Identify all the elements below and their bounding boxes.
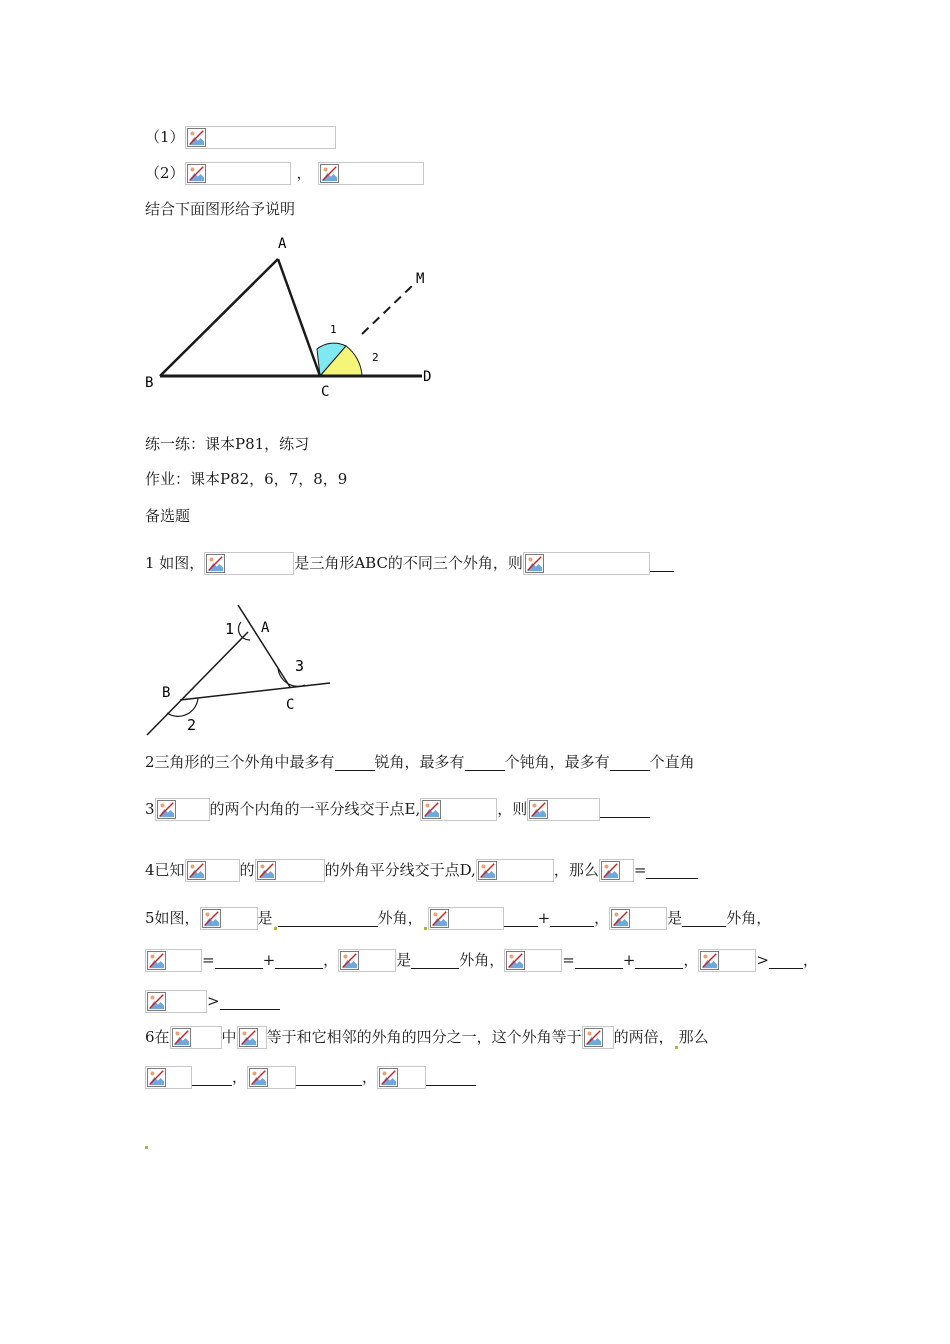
line-ac-extended xyxy=(238,605,290,687)
image-placeholder xyxy=(200,907,258,930)
answer-blank xyxy=(610,754,650,771)
problem-4-line xyxy=(145,857,698,881)
image-placeholder xyxy=(420,798,497,821)
answer-blank xyxy=(426,1069,476,1086)
label-c: C xyxy=(286,697,295,713)
broken-image-icon xyxy=(147,951,166,970)
answer-blank xyxy=(335,754,375,771)
item-2-label: （2） xyxy=(145,164,185,182)
problem-2-text-a: 2三角形的三个外角中最多有 xyxy=(145,753,335,771)
problem-4-text-e: = xyxy=(633,861,647,879)
answer-blank xyxy=(192,1069,232,1086)
problem-2-text-c: 个钝角，最多有 xyxy=(504,753,610,771)
problem-5-text-r: > xyxy=(207,992,220,1010)
problem-5-text-l: 外角， xyxy=(459,951,505,969)
item-1-label: （1） xyxy=(145,128,185,146)
broken-image-icon xyxy=(206,554,225,573)
broken-image-icon xyxy=(187,128,206,147)
label-d: D xyxy=(423,369,432,385)
image-placeholder xyxy=(185,859,240,882)
label-angle-3: 3 xyxy=(295,657,305,675)
answer-blank xyxy=(650,555,674,572)
comma-text: ， xyxy=(296,164,312,182)
problem-5-text-n: + xyxy=(622,951,636,969)
image-placeholder xyxy=(504,949,562,972)
angle-1-arc xyxy=(238,622,250,640)
problem-5-line-2 xyxy=(145,947,818,971)
image-placeholder xyxy=(476,859,554,882)
image-placeholder xyxy=(145,1066,192,1089)
broken-image-icon xyxy=(525,554,544,573)
problem-6-text-e: 那么 xyxy=(678,1028,709,1046)
problem-1-text-a: 1 如图， xyxy=(145,554,205,572)
answer-blank xyxy=(769,952,803,969)
problem-1-text-b: 是三角形ABC的不同三个外角，则 xyxy=(294,554,523,572)
answer-blank xyxy=(600,801,650,818)
line-ab xyxy=(160,259,278,376)
ray-cm xyxy=(362,286,412,334)
image-placeholder xyxy=(377,1066,426,1089)
problem-3-line xyxy=(145,796,650,820)
image-placeholder xyxy=(609,907,667,930)
image-placeholder xyxy=(318,162,424,185)
label-angle-1: 1 xyxy=(225,620,235,638)
label-c: C xyxy=(321,384,330,400)
problem-5-text-o: ， xyxy=(683,951,699,969)
broken-image-icon xyxy=(187,861,206,880)
problem-5-text-d: + xyxy=(537,909,551,927)
problem-5-text-q: ， xyxy=(802,951,818,969)
broken-image-icon xyxy=(506,951,525,970)
image-placeholder xyxy=(428,907,504,930)
practice-line: 练一练：课本P81，练习 xyxy=(145,435,310,453)
label-a: A xyxy=(278,236,287,252)
answer-blank xyxy=(220,993,280,1010)
problem-5-line-3 xyxy=(145,988,280,1012)
problem-5-text-f: 是 xyxy=(667,909,683,927)
broken-image-icon xyxy=(239,1028,258,1047)
broken-image-icon xyxy=(529,800,548,819)
image-placeholder xyxy=(582,1026,614,1049)
answer-blank xyxy=(635,952,683,969)
problem-4-text-a: 4已知 xyxy=(145,861,185,879)
label-a: A xyxy=(261,620,270,636)
answer-blank xyxy=(504,910,538,927)
broken-image-icon xyxy=(187,164,206,183)
broken-image-icon xyxy=(379,1068,398,1087)
problem-5-text-a: 5如图， xyxy=(145,909,200,927)
problem-5-text-e: ， xyxy=(594,909,610,927)
image-placeholder xyxy=(523,552,650,575)
image-placeholder xyxy=(170,1026,222,1049)
problem-6-text-c: 等于和它相邻的外角的四分之一，这个外角等于 xyxy=(266,1028,582,1046)
label-b: B xyxy=(162,685,171,701)
broken-image-icon xyxy=(478,861,497,880)
broken-image-icon xyxy=(257,861,276,880)
image-placeholder xyxy=(247,1066,296,1089)
broken-image-icon xyxy=(340,951,359,970)
problem-5-text-c: 外角， xyxy=(377,909,423,927)
line-ab-extended xyxy=(147,632,248,735)
combine-note: 结合下面图形给予说明 xyxy=(145,200,296,218)
item-2-line xyxy=(145,160,424,184)
triangle-three-exterior-angles-figure xyxy=(140,600,340,740)
label-m: M xyxy=(416,271,425,287)
problem-2-line xyxy=(145,749,695,773)
problem-1-line xyxy=(145,550,674,574)
line-bc-extended xyxy=(180,683,330,700)
broken-image-icon xyxy=(147,992,166,1011)
answer-blank xyxy=(215,952,263,969)
answer-blank xyxy=(465,754,505,771)
broken-image-icon xyxy=(700,951,719,970)
problem-6-text-f: ， xyxy=(232,1068,248,1086)
triangle-exterior-angle-figure xyxy=(140,228,450,403)
problem-2-text-b: 锐角，最多有 xyxy=(374,753,465,771)
label-angle-1: 1 xyxy=(330,323,337,336)
broken-image-icon xyxy=(249,1068,268,1087)
problem-5-text-g: 外角， xyxy=(726,909,772,927)
problem-6-text-g: ， xyxy=(362,1068,378,1086)
homework-line: 作业：课本P82，6，7，8，9 xyxy=(145,470,348,488)
problem-6-text-b: 中 xyxy=(221,1028,237,1046)
broken-image-icon xyxy=(601,861,620,880)
answer-blank xyxy=(278,910,378,927)
stray-mark-dot xyxy=(145,1146,148,1149)
problem-5-text-i: + xyxy=(262,951,276,969)
label-angle-2: 2 xyxy=(187,716,197,734)
problem-5-text-m: = xyxy=(562,951,575,969)
problem-5-line-1 xyxy=(145,905,771,929)
spare-heading: 备选题 xyxy=(145,507,191,525)
problem-6-line-1 xyxy=(145,1024,709,1048)
image-placeholder xyxy=(155,798,210,821)
image-placeholder xyxy=(237,1026,267,1049)
problem-4-text-b: 的 xyxy=(239,861,255,879)
image-placeholder xyxy=(145,990,207,1013)
mark-dot xyxy=(675,1046,678,1049)
image-placeholder xyxy=(255,859,325,882)
problem-5-text-p: > xyxy=(756,951,769,969)
problem-3-text-c: ，则 xyxy=(497,800,528,818)
problem-5-text-b: 是 xyxy=(257,909,273,927)
problem-3-text-a: 3 xyxy=(145,800,155,818)
broken-image-icon xyxy=(172,1028,191,1047)
problem-4-text-d: ，那么 xyxy=(553,861,599,879)
image-placeholder xyxy=(185,126,336,149)
answer-blank xyxy=(550,910,594,927)
problem-4-text-c: 的外角平分线交于点D, xyxy=(324,861,476,879)
image-placeholder xyxy=(204,552,294,575)
image-placeholder xyxy=(698,949,756,972)
item-1-line xyxy=(145,124,336,148)
broken-image-icon xyxy=(320,164,339,183)
label-angle-2: 2 xyxy=(372,351,379,364)
image-placeholder xyxy=(338,949,396,972)
image-placeholder xyxy=(185,162,291,185)
mark-dot xyxy=(274,927,277,930)
line-ac xyxy=(278,259,320,376)
answer-blank xyxy=(275,952,323,969)
broken-image-icon xyxy=(584,1028,603,1047)
image-placeholder xyxy=(145,949,202,972)
broken-image-icon xyxy=(611,909,630,928)
problem-5-text-j: ， xyxy=(323,951,339,969)
broken-image-icon xyxy=(430,909,449,928)
problem-6-text-d: 的两倍， xyxy=(613,1028,674,1046)
problem-2-text-d: 个直角 xyxy=(649,753,695,771)
answer-blank xyxy=(411,952,459,969)
problem-3-text-b: 的两个内角的一平分线交于点E, xyxy=(209,800,421,818)
problem-5-text-k: 是 xyxy=(396,951,412,969)
mark-dot xyxy=(424,927,427,930)
broken-image-icon xyxy=(147,1068,166,1087)
problem-5-text-h: = xyxy=(202,951,215,969)
problem-6-text-a: 6在 xyxy=(145,1028,170,1046)
image-placeholder xyxy=(599,859,634,882)
image-placeholder xyxy=(527,798,600,821)
angle-2-arc xyxy=(167,698,198,716)
label-b: B xyxy=(145,375,154,391)
answer-blank xyxy=(575,952,623,969)
broken-image-icon xyxy=(157,800,176,819)
answer-blank xyxy=(682,910,726,927)
broken-image-icon xyxy=(202,909,221,928)
broken-image-icon xyxy=(422,800,441,819)
answer-blank xyxy=(646,862,698,879)
problem-6-line-2 xyxy=(145,1064,476,1088)
answer-blank xyxy=(296,1069,362,1086)
